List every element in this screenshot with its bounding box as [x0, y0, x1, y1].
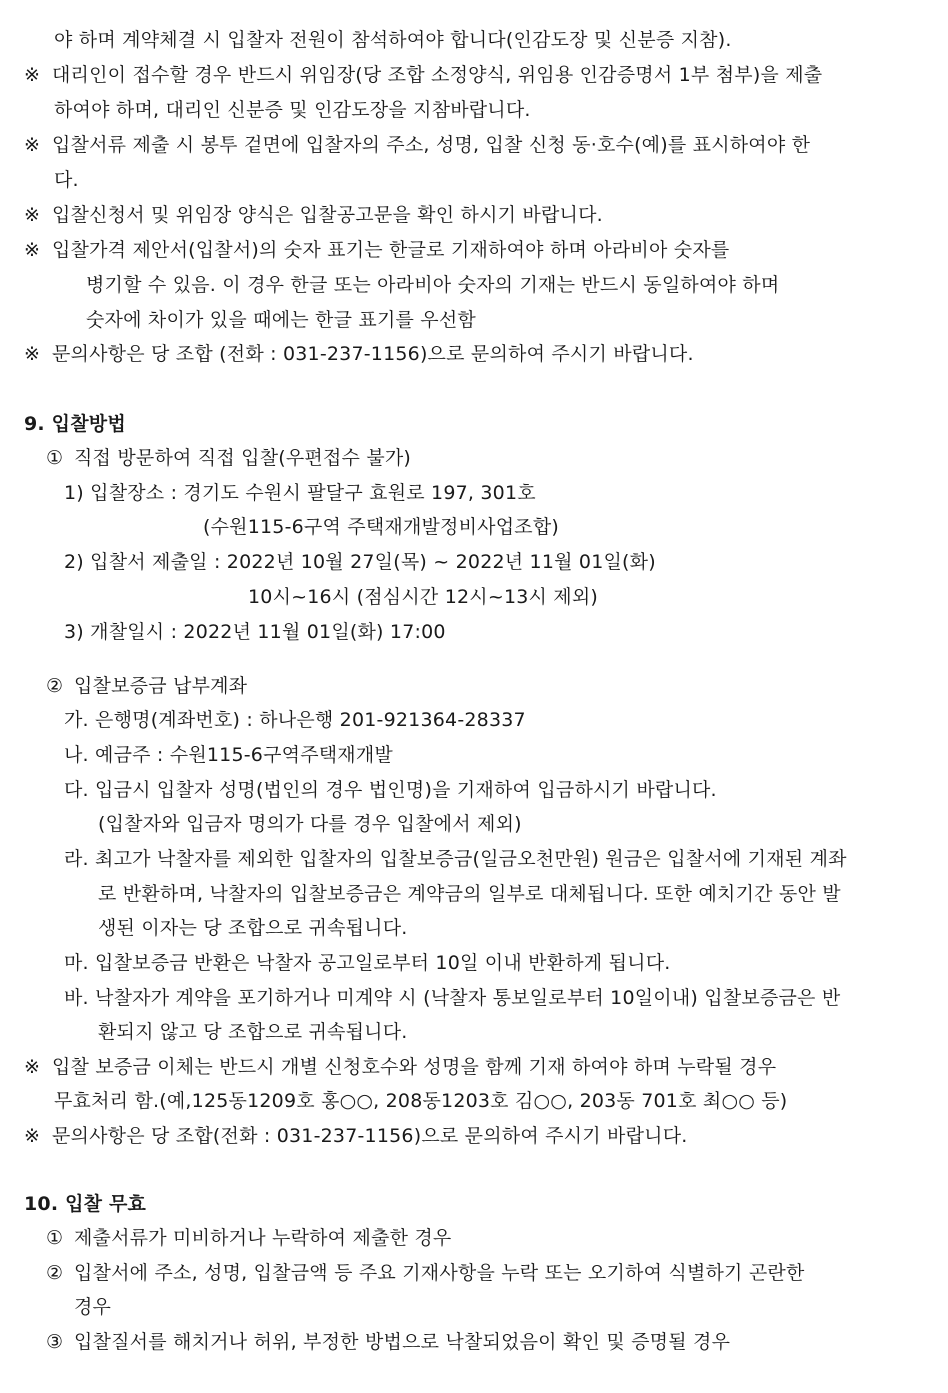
note-mark-icon: ※ — [24, 1125, 41, 1147]
deposit-forfeit-cont: 환되지 않고 당 조합으로 귀속됩니다. — [98, 1021, 408, 1043]
deposit-bank: 가. 은행명(계좌번호) : 하나은행 201-921364-28337 — [64, 709, 526, 731]
notice-continuation: 야 하며 계약체결 시 입찰자 전원이 참석하여야 합니다(인감도장 및 신분증 지참). — [54, 29, 732, 51]
bid-submit-date: 2) 입찰서 제출일 : 2022년 10월 27일(목) ~ 2022년 11월 01일(화) — [64, 551, 656, 573]
circled-one-icon: ① — [46, 1227, 64, 1249]
deposit-refund-cont1: 로 반환하며, 낙찰자의 입찰보증금은 계약금의 일부로 대체됩니다. 또한 예치기간 동안 발 — [98, 883, 841, 905]
notice-transfer-cont: 무효처리 함.(예,125동1209호 홍○○, 208동1203호 김○○, 203동 701호 최○○ 등) — [54, 1090, 788, 1112]
invalid-item-2: ② 입찰서에 주소, 성명, 입찰금액 등 주요 기재사항을 누락 또는 오기하여 식별하기 곤란한 — [46, 1262, 805, 1284]
notice-transfer: ※ 입찰 보증금 이체는 반드시 개별 신청호수와 성명을 함께 기재 하여야 하며 누락될 경우 — [24, 1056, 777, 1078]
circled-two-icon: ② — [46, 1262, 64, 1284]
section-9-item-1: ① 직접 방문하여 직접 입찰(우편접수 불가) — [46, 447, 412, 469]
notice-price-cont1: 병기할 수 있음. 이 경우 한글 또는 아라비아 숫자의 기재는 반드시 동일하여야 하며 — [86, 274, 780, 296]
bid-place: 1) 입찰장소 : 경기도 수원시 팔달구 효원로 197, 301호 — [64, 482, 536, 504]
deposit-name-rule: 다. 입금시 입찰자 성명(법인의 경우 법인명)을 기재하여 입금하시기 바랍니다. — [64, 779, 717, 801]
notice-proxy: ※ 대리인이 접수할 경우 반드시 위임장(당 조합 소정양식, 위임용 인감증명서 1부 첨부)을 제출 — [24, 64, 823, 86]
circled-two-icon: ② — [46, 675, 64, 697]
invalid-item-2-cont: 경우 — [74, 1296, 112, 1318]
bid-submit-hours: 10시~16시 (점심시간 12시~13시 제외) — [248, 586, 599, 608]
deposit-holder: 나. 예금주 : 수원115-6구역주택재개발 — [64, 744, 393, 766]
invalid-item-3: ③ 입찰질서를 해치거나 허위, 부정한 방법으로 낙찰되었음이 확인 및 증명될 경우 — [46, 1331, 731, 1353]
note-mark-icon: ※ — [24, 343, 41, 365]
section-9-title: 9. 입찰방법 — [24, 413, 126, 435]
deposit-forfeit: 바. 낙찰자가 계약을 포기하거나 미계약 시 (낙찰자 통보일로부터 10일이내) 입찰보증금은 반 — [64, 987, 841, 1009]
note-mark-icon: ※ — [24, 204, 41, 226]
notice-envelope: ※ 입찰서류 제출 시 봉투 겉면에 입찰자의 주소, 성명, 입찰 신청 동·호수(예)를 표시하여야 한 — [24, 134, 811, 156]
note-mark-icon: ※ — [24, 1056, 41, 1078]
notice-inquiry-2: ※ 문의사항은 당 조합(전화 : 031-237-1156)으로 문의하여 주시기 바랍니다. — [24, 1125, 688, 1147]
notice-price-cont2: 숫자에 차이가 있을 때에는 한글 표기를 우선함 — [86, 309, 476, 331]
circled-one-icon: ① — [46, 447, 64, 469]
notice-envelope-cont: 다. — [54, 169, 79, 191]
section-9-item-2: ② 입찰보증금 납부계좌 — [46, 675, 248, 697]
notice-proxy-cont: 하여야 하며, 대리인 신분증 및 인감도장을 지참바랍니다. — [54, 99, 531, 121]
note-mark-icon: ※ — [24, 239, 41, 261]
note-mark-icon: ※ — [24, 64, 41, 86]
notice-inquiry: ※ 문의사항은 당 조합 (전화 : 031-237-1156)으로 문의하여 주시기 바랍니다. — [24, 343, 694, 365]
notice-price: ※ 입찰가격 제안서(입찰서)의 숫자 표기는 한글로 기재하여야 하며 아라비아 숫자를 — [24, 239, 730, 261]
deposit-name-rule-cont: (입찰자와 입금자 명의가 다를 경우 입찰에서 제외) — [98, 813, 522, 835]
bid-open-date: 3) 개찰일시 : 2022년 11월 01일(화) 17:00 — [64, 621, 446, 643]
bid-place-org: (수원115-6구역 주택재개발정비사업조합) — [203, 516, 559, 538]
notice-forms: ※ 입찰신청서 및 위임장 양식은 입찰공고문을 확인 하시기 바랍니다. — [24, 204, 603, 226]
deposit-refund: 라. 최고가 낙찰자를 제외한 입찰자의 입찰보증금(일금오천만원) 원금은 입찰서에 기재된 계좌 — [64, 848, 847, 870]
invalid-item-1: ① 제출서류가 미비하거나 누락하여 제출한 경우 — [46, 1227, 452, 1249]
section-10-title: 10. 입찰 무효 — [24, 1193, 147, 1215]
deposit-refund-cont2: 생된 이자는 당 조합으로 귀속됩니다. — [98, 917, 408, 939]
circled-three-icon: ③ — [46, 1331, 64, 1353]
note-mark-icon: ※ — [24, 134, 41, 156]
deposit-return-period: 마. 입찰보증금 반환은 낙찰자 공고일로부터 10일 이내 반환하게 됩니다. — [64, 952, 671, 974]
